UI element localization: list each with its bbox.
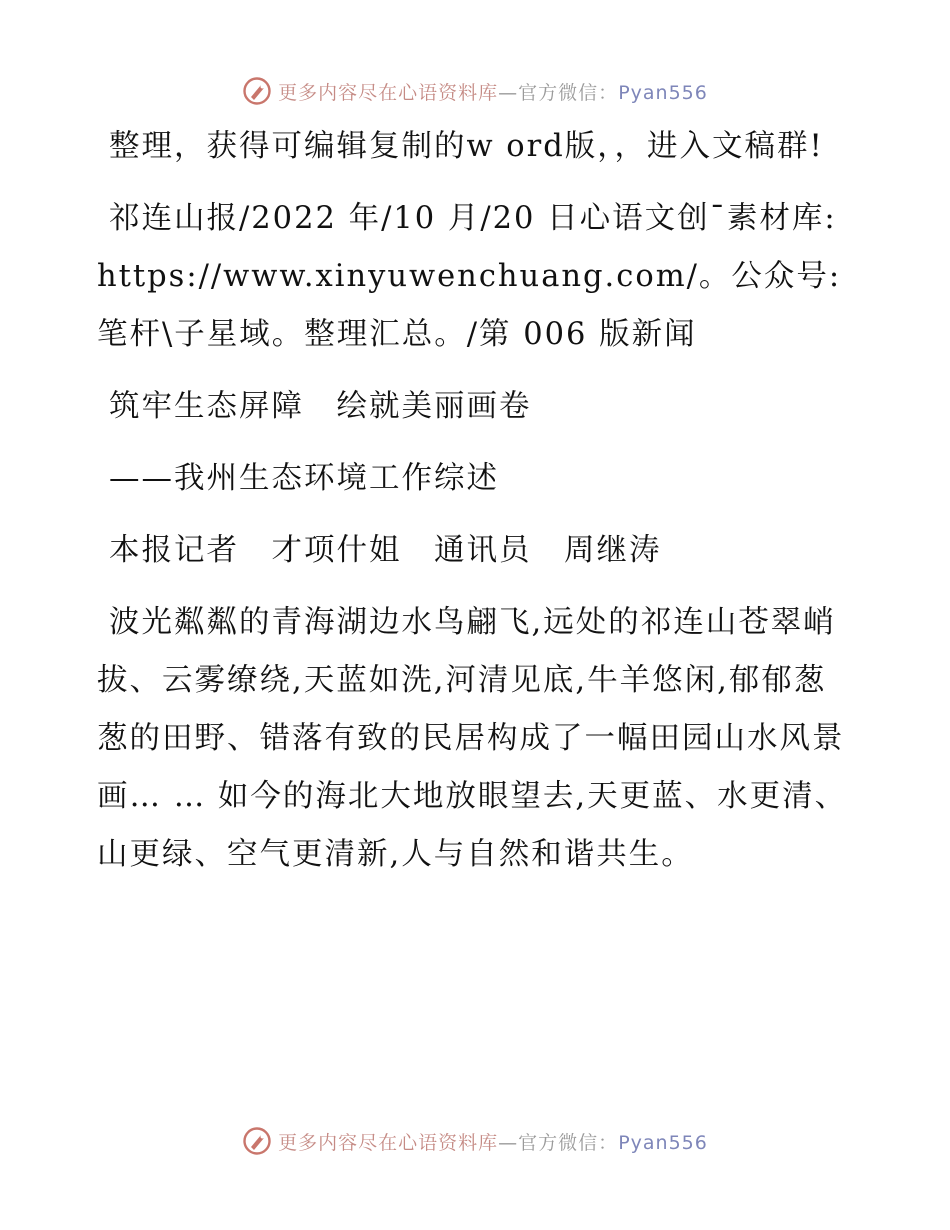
article-title: 筑牢生态屏障 绘就美丽画卷 bbox=[109, 389, 532, 424]
watermark-main-text: 更多内容尽在心语资料库 bbox=[278, 1131, 499, 1154]
article-body-paragraph: 波光粼粼的青海湖边水鸟翩飞,远处的祁连山苍翠峭拔、云雾缭绕,天蓝如洗,河清见底,牛羊悠闲,郁郁葱葱的田野、错落有致的民居构成了一幅田园山水风景画… … 如今的海北大地放眼望去,天更蓝、水更清、山更绿、空气更清新,人与自然和谐共生。 bbox=[97, 605, 848, 872]
article-subtitle: ——我州生态环境工作综述 bbox=[109, 461, 499, 496]
footer-watermark bbox=[0, 1124, 950, 1158]
watermark-official-label: 官方微信： bbox=[518, 81, 619, 104]
watermark-official-label: 官方微信： bbox=[518, 1131, 619, 1154]
paragraph-source-line: 祁连山报/2022 年/10 月/20 日心语文创¯素材库: https://www.xinyuwenchuang.com/。公众号: 笔杆\子星域。整理汇总。/第 006 版新闻 bbox=[97, 201, 842, 352]
watermark-text bbox=[278, 78, 708, 105]
header-watermark bbox=[0, 74, 950, 108]
watermark-dash: — bbox=[498, 1131, 519, 1154]
paragraph-intro-notice: 整理，获得可编辑复制的w ord版，，进入文稿群! bbox=[109, 129, 824, 164]
document-body bbox=[97, 118, 857, 898]
watermark-dash: — bbox=[498, 81, 519, 104]
watermark-text bbox=[278, 1128, 708, 1155]
article-byline: 本报记者 才项什姐 通讯员 周继涛 bbox=[109, 533, 662, 568]
watermark-wechat-id: Pyan556 bbox=[618, 81, 708, 104]
pen-nib-logo-icon bbox=[242, 76, 272, 106]
watermark-wechat-id: Pyan556 bbox=[618, 1131, 708, 1154]
pen-nib-logo-icon bbox=[242, 1126, 272, 1156]
watermark-main-text: 更多内容尽在心语资料库 bbox=[278, 81, 499, 104]
